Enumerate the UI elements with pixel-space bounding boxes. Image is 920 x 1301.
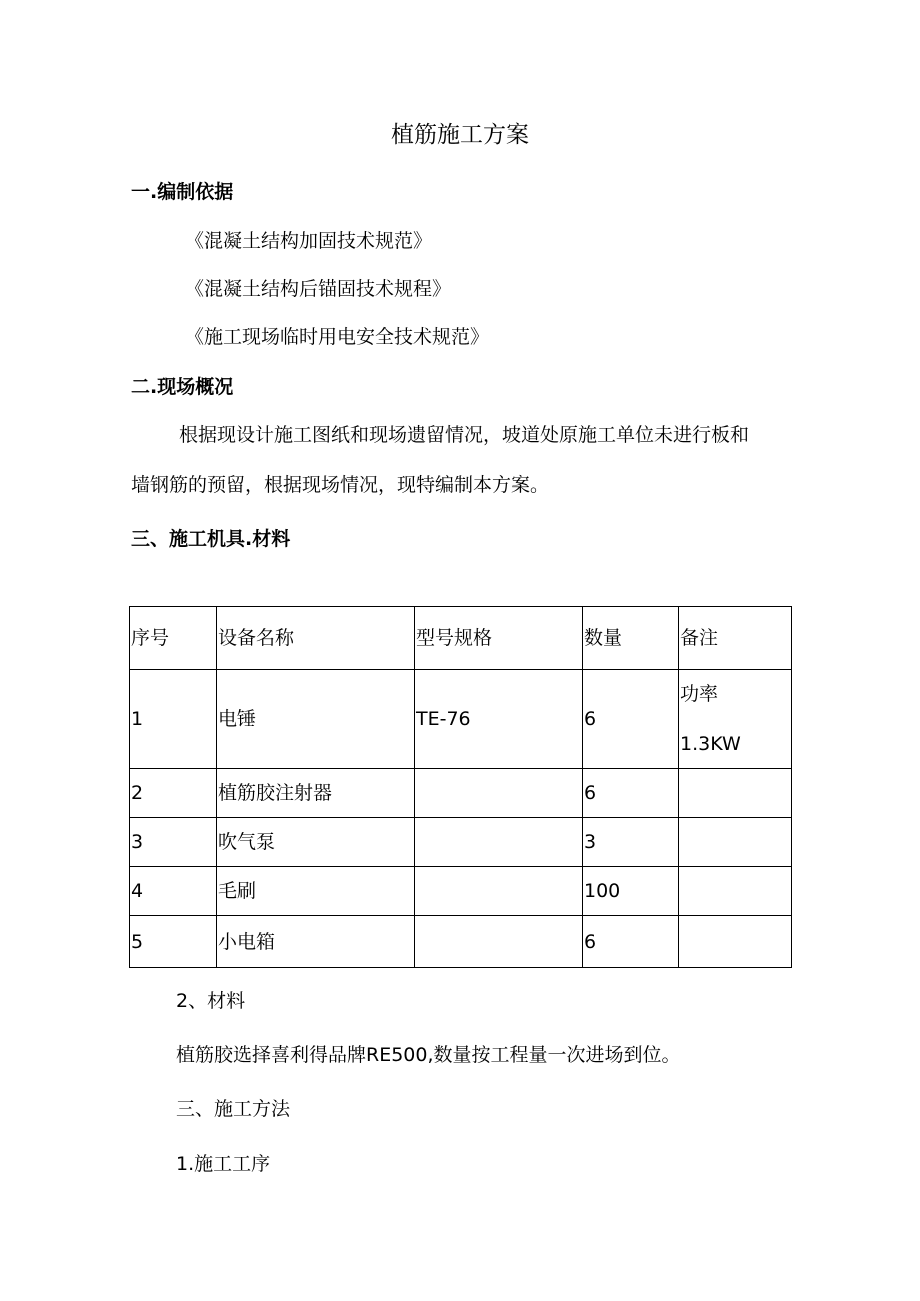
header-cell: 备注: [679, 607, 792, 670]
subheading-procedure: 1.施工工序: [176, 1153, 271, 1175]
basis-item: 《混凝土结构后锚固技术规程》: [185, 278, 452, 300]
page-title: 植筋施工方案: [391, 122, 529, 148]
cell-no: 5: [130, 916, 217, 968]
header-cell: 序号: [130, 607, 217, 670]
cell-model: [415, 867, 583, 916]
site-paragraph-line: 墙钢筋的预留，根据现场情况，现特编制本方案。: [131, 474, 550, 496]
cell-model: TE-76: [415, 670, 583, 769]
header-cell: 型号规格: [415, 607, 583, 670]
materials-text: 植筋胶选择喜利得品牌RE500,数量按工程量一次进场到位。: [176, 1044, 681, 1066]
cell-qty: 6: [583, 769, 679, 818]
cell-remark: [679, 670, 792, 769]
cell-remark: [679, 916, 792, 968]
section-heading-method: 三、施工方法: [176, 1098, 291, 1120]
cell-model: [415, 769, 583, 818]
remark-line: 功率: [680, 683, 719, 705]
table-row: [130, 916, 792, 968]
equipment-table: [129, 606, 792, 968]
cell-model: [415, 916, 583, 968]
cell-qty: 100: [583, 867, 679, 916]
basis-item: 《混凝土结构加固技术规范》: [185, 230, 433, 252]
cell-no: 4: [130, 867, 217, 916]
table-row: [130, 867, 792, 916]
table-row: [130, 769, 792, 818]
basis-item: 《施工现场临时用电安全技术规范》: [185, 326, 490, 348]
section-heading-basis: 一.编制依据: [131, 181, 234, 203]
cell-name: 植筋胶注射器: [217, 769, 415, 818]
materials-heading: 2、材料: [176, 990, 246, 1012]
cell-remark: [679, 818, 792, 867]
remark-line: 1.3KW: [680, 733, 741, 755]
cell-no: 2: [130, 769, 217, 818]
cell-model: [415, 818, 583, 867]
cell-no: 1: [130, 670, 217, 769]
header-cell: 数量: [583, 607, 679, 670]
table-row: [130, 670, 792, 769]
cell-remark: [679, 769, 792, 818]
site-paragraph-line: 根据现设计施工图纸和现场遗留情况，坡道处原施工单位未进行板和: [179, 424, 750, 446]
section-heading-equipment: 三、施工机具.材料: [131, 528, 291, 550]
table-row: [130, 818, 792, 867]
cell-name: 小电箱: [217, 916, 415, 968]
cell-name: 吹气泵: [217, 818, 415, 867]
section-heading-site: 二.现场概况: [131, 376, 234, 398]
cell-name: 电锤: [217, 670, 415, 769]
cell-qty: 6: [583, 916, 679, 968]
cell-qty: 3: [583, 818, 679, 867]
cell-qty: 6: [583, 670, 679, 769]
cell-no: 3: [130, 818, 217, 867]
table-header-row: [130, 607, 792, 670]
cell-name: 毛刷: [217, 867, 415, 916]
cell-remark: [679, 867, 792, 916]
header-cell: 设备名称: [217, 607, 415, 670]
